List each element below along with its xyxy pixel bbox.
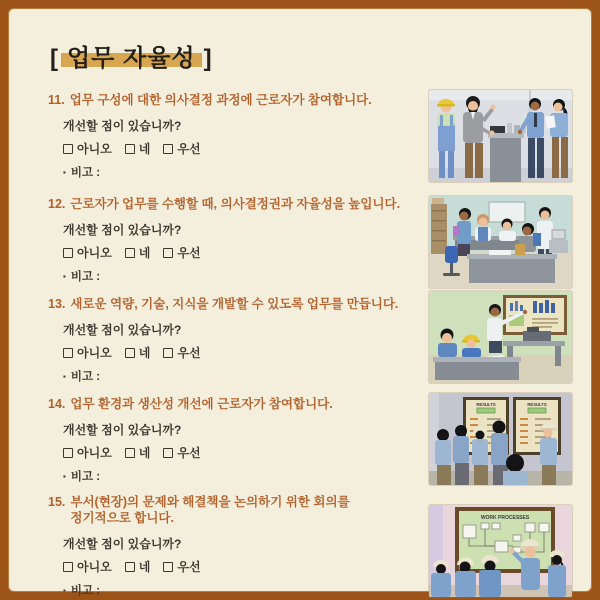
- question-number: 11.: [48, 93, 65, 107]
- improve-question: 개선할 점이 있습니까?: [63, 119, 182, 133]
- survey-item-13: [48, 296, 432, 384]
- answer-area: [63, 117, 432, 180]
- checkbox-option-priority[interactable]: [163, 244, 200, 261]
- checkbox-option-priority[interactable]: [163, 444, 200, 461]
- results-boards-image: [429, 393, 572, 485]
- checkbox-icon[interactable]: [125, 348, 135, 358]
- checkbox-icon[interactable]: [163, 448, 173, 458]
- checkbox-option-yes[interactable]: [125, 444, 151, 461]
- options-row: [63, 244, 432, 261]
- question-heading: [48, 396, 432, 412]
- remark-label: 비고 :: [70, 271, 101, 283]
- remark-line: [63, 164, 432, 180]
- option-label: 아니오: [77, 142, 112, 156]
- remark-line: [63, 582, 432, 598]
- checkbox-icon[interactable]: [63, 248, 73, 258]
- answer-area: [63, 221, 432, 284]
- improve-question: 개선할 점이 있습니까?: [63, 223, 182, 237]
- title-text: 업무 자율성: [61, 45, 202, 72]
- checkbox-option-priority[interactable]: [163, 344, 200, 361]
- question-text-line2: 정기적으로 합니다.: [70, 511, 174, 525]
- checkbox-option-priority[interactable]: [163, 558, 200, 575]
- checkbox-icon[interactable]: [125, 562, 135, 572]
- office-team-image: [429, 196, 572, 288]
- checkbox-option-yes[interactable]: [125, 344, 151, 361]
- option-label: 네: [138, 446, 151, 460]
- survey-item-11: [48, 92, 432, 180]
- title-bracket-left: [: [50, 45, 59, 72]
- checkbox-option-priority[interactable]: [163, 140, 200, 157]
- checkbox-icon[interactable]: [63, 348, 73, 358]
- improve-question: 개선할 점이 있습니까?: [63, 323, 182, 337]
- question-text: 업무 구성에 대한 의사결정 과정에 근로자가 참여합니다.: [69, 93, 372, 107]
- option-label: 우선: [177, 142, 201, 156]
- answer-area: [63, 535, 432, 598]
- option-label: 우선: [177, 346, 201, 360]
- checkbox-icon[interactable]: [63, 448, 73, 458]
- survey-item-12: [48, 196, 432, 284]
- option-label: 아니오: [77, 246, 112, 260]
- option-label: 네: [138, 246, 151, 260]
- improve-question: 개선할 점이 있습니까?: [63, 537, 182, 551]
- answer-area: [63, 321, 432, 384]
- checkbox-icon[interactable]: [163, 248, 173, 258]
- title-bracket-right: ]: [203, 45, 213, 72]
- work-processes-board-image: [429, 505, 572, 597]
- options-row: [63, 444, 432, 461]
- work-processes-board-title: WORK PROCESSES: [480, 515, 530, 521]
- illustration-item-14: [429, 393, 572, 485]
- question-heading: [48, 494, 432, 526]
- checkbox-icon[interactable]: [163, 144, 173, 154]
- illustration-item-13: [429, 291, 572, 383]
- answer-area: [63, 421, 432, 484]
- question-text: 새로운 역량, 기술, 지식을 개발할 수 있도록 업무를 만듭니다.: [70, 297, 399, 311]
- option-label: 네: [138, 142, 151, 156]
- bullet-icon: ▪: [63, 371, 66, 381]
- option-label: 우선: [177, 446, 201, 460]
- checkbox-option-yes[interactable]: [125, 244, 151, 261]
- options-row: [63, 140, 432, 157]
- remark-label: 비고 :: [70, 167, 101, 179]
- results-board-title: RESULTS: [476, 402, 496, 407]
- options-row: [63, 558, 432, 575]
- checkbox-icon[interactable]: [163, 562, 173, 572]
- question-text: 업무 환경과 생산성 개선에 근로자가 참여합니다.: [70, 397, 333, 411]
- question-heading: [48, 92, 432, 108]
- remark-label: 비고 :: [70, 471, 101, 483]
- meeting-around-pedestal-image: [429, 90, 572, 182]
- question-text: 근로자가 업무를 수행할 때, 의사결정권과 자율성을 높입니다.: [70, 197, 401, 211]
- checkbox-option-yes[interactable]: [125, 140, 151, 157]
- survey-item-14: [48, 396, 432, 484]
- option-label: 아니오: [77, 560, 112, 574]
- bullet-icon: ▪: [63, 471, 66, 481]
- question-heading: [48, 196, 432, 212]
- question-heading: [48, 296, 432, 312]
- options-row: [63, 344, 432, 361]
- question-text: 부서(현장)의 문제와 해결책을 논의하기 위한 회의를: [70, 495, 350, 509]
- option-label: 네: [138, 560, 151, 574]
- checkbox-option-yes[interactable]: [125, 558, 151, 575]
- illustration-item-11: [429, 90, 572, 182]
- remark-line: [63, 468, 432, 484]
- illustration-item-15: [429, 505, 572, 597]
- checkbox-icon[interactable]: [125, 248, 135, 258]
- checkbox-icon[interactable]: [63, 144, 73, 154]
- checkbox-option-no[interactable]: [63, 444, 112, 461]
- option-label: 네: [138, 346, 151, 360]
- remark-label: 비고 :: [70, 371, 101, 383]
- checkbox-icon[interactable]: [125, 144, 135, 154]
- question-number: 12.: [48, 197, 66, 211]
- illustration-item-12: [429, 196, 572, 288]
- training-chart-board-image: [429, 291, 572, 383]
- option-label: 우선: [177, 560, 201, 574]
- option-label: 아니오: [77, 446, 112, 460]
- question-number: 15.: [48, 495, 66, 509]
- checkbox-option-no[interactable]: [63, 344, 112, 361]
- checkbox-icon[interactable]: [63, 562, 73, 572]
- bullet-icon: ▪: [63, 167, 66, 177]
- checkbox-icon[interactable]: [163, 348, 173, 358]
- remark-line: [63, 268, 432, 284]
- question-number: 13.: [48, 297, 66, 311]
- option-label: 우선: [177, 246, 201, 260]
- remark-line: [63, 368, 432, 384]
- results-board-title: RESULTS: [527, 402, 547, 407]
- checkbox-icon[interactable]: [125, 448, 135, 458]
- checkbox-option-no[interactable]: [63, 558, 112, 575]
- survey-item-15: [48, 494, 432, 598]
- question-number: 14.: [48, 397, 66, 411]
- checkbox-option-no[interactable]: [63, 244, 112, 261]
- page-title: [48, 38, 215, 73]
- bullet-icon: ▪: [63, 585, 66, 595]
- improve-question: 개선할 점이 있습니까?: [63, 423, 182, 437]
- option-label: 아니오: [77, 346, 112, 360]
- checkbox-option-no[interactable]: [63, 140, 112, 157]
- remark-label: 비고 :: [70, 585, 101, 597]
- bullet-icon: ▪: [63, 271, 66, 281]
